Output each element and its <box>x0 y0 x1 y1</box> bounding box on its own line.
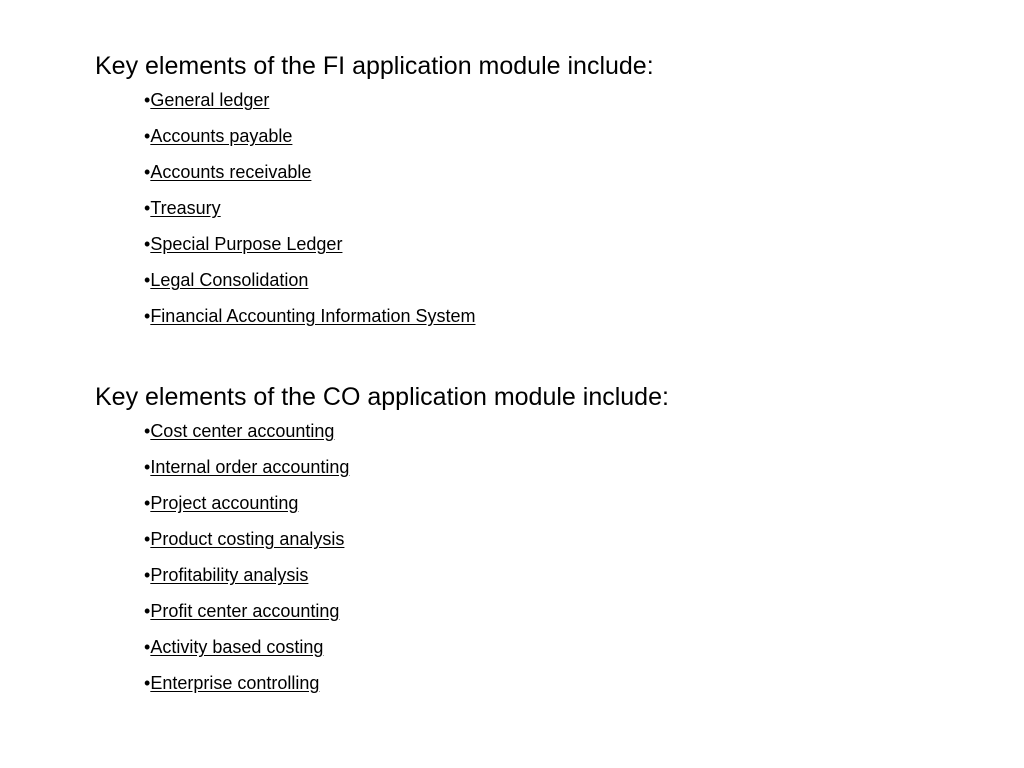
list-item <box>144 124 654 160</box>
profitability-analysis-link[interactable]: Profitability analysis <box>150 565 309 585</box>
bullet: • <box>144 637 151 657</box>
list-item <box>144 563 669 599</box>
activity-based-costing-link[interactable]: Activity based costing <box>150 637 324 657</box>
list-item <box>144 304 654 340</box>
bullet: • <box>144 529 151 549</box>
profit-center-accounting-link[interactable]: Profit center accounting <box>150 601 340 621</box>
accounts-payable-link[interactable]: Accounts payable <box>150 126 293 146</box>
bullet: • <box>144 90 151 110</box>
treasury-link[interactable]: Treasury <box>150 198 221 218</box>
legal-consolidation-link[interactable]: Legal Consolidation <box>150 270 309 290</box>
co-link-list <box>95 419 669 707</box>
bullet: • <box>144 565 151 585</box>
list-item <box>144 232 654 268</box>
list-item <box>144 88 654 124</box>
co-section <box>95 381 669 707</box>
bullet: • <box>144 601 151 621</box>
bullet: • <box>144 421 151 441</box>
fi-section <box>95 50 654 340</box>
enterprise-controlling-link[interactable]: Enterprise controlling <box>150 673 320 693</box>
bullet: • <box>144 493 151 513</box>
list-item <box>144 268 654 304</box>
bullet: • <box>144 126 151 146</box>
co-section-heading: Key elements of the CO application module include: <box>95 383 669 411</box>
list-item <box>144 491 669 527</box>
fi-link-list <box>95 88 654 340</box>
list-item <box>144 196 654 232</box>
fi-section-heading: Key elements of the FI application module include: <box>95 52 654 80</box>
internal-order-accounting-link[interactable]: Internal order accounting <box>150 457 350 477</box>
cost-center-accounting-link[interactable]: Cost center accounting <box>150 421 335 441</box>
bullet: • <box>144 198 151 218</box>
bullet: • <box>144 270 151 290</box>
list-item <box>144 671 669 707</box>
bullet: • <box>144 234 151 254</box>
bullet: • <box>144 457 151 477</box>
bullet: • <box>144 673 151 693</box>
list-item <box>144 599 669 635</box>
list-item <box>144 419 669 455</box>
financial-accounting-information-system-link[interactable]: Financial Accounting Information System <box>150 306 476 326</box>
product-costing-analysis-link[interactable]: Product costing analysis <box>150 529 345 549</box>
list-item <box>144 455 669 491</box>
project-accounting-link[interactable]: Project accounting <box>150 493 299 513</box>
list-item <box>144 527 669 563</box>
general-ledger-link[interactable]: General ledger <box>150 90 270 110</box>
accounts-receivable-link[interactable]: Accounts receivable <box>150 162 312 182</box>
special-purpose-ledger-link[interactable]: Special Purpose Ledger <box>150 234 343 254</box>
bullet: • <box>144 162 151 182</box>
list-item <box>144 160 654 196</box>
list-item <box>144 635 669 671</box>
bullet: • <box>144 306 151 326</box>
